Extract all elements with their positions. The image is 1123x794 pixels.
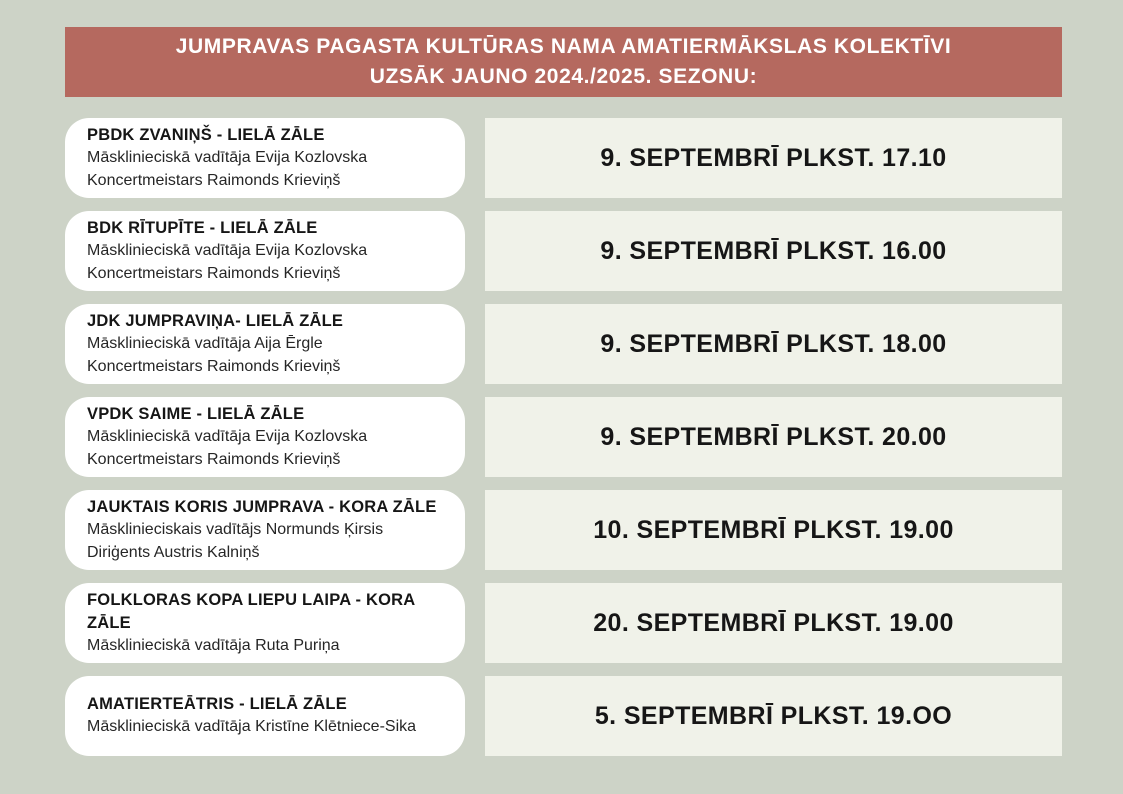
group-detail: Māsklinieciskā vadītāja Ruta Puriņa <box>87 636 340 654</box>
session-time-box <box>485 583 1062 663</box>
session-time-box <box>485 676 1062 756</box>
group-title: FOLKLORAS KOPA LIEPU LAIPA - KORA ZĀLE <box>87 590 415 632</box>
session-time-box <box>485 211 1062 291</box>
group-detail: Koncertmeistars Raimonds Krieviņš <box>87 357 341 375</box>
header-banner <box>65 27 1062 97</box>
group-card <box>65 211 465 291</box>
session-time-box <box>485 118 1062 198</box>
group-title: VPDK SAIME - LIELĀ ZĀLE <box>87 405 305 423</box>
group-detail: Koncertmeistars Raimonds Krieviņš <box>87 171 341 189</box>
group-card <box>65 304 465 384</box>
header-line-1: JUMPRAVAS PAGASTA KULTŪRAS NAMA AMATIERMĀKSLAS KOLEKTĪVI <box>175 35 952 58</box>
group-title: AMATIERTEĀTRIS - LIELĀ ZĀLE <box>87 695 347 714</box>
session-time: 5. SEPTEMBRĪ PLKST. 19.OO <box>594 701 953 730</box>
group-title: JAUKTAIS KORIS JUMPRAVA - KORA ZĀLE <box>87 498 437 516</box>
group-detail: Koncertmeistars Raimonds Krieviņš <box>87 264 341 282</box>
session-time: 9. SEPTEMBRĪ PLKST. 20.00 <box>600 422 947 451</box>
group-title: PBDK ZVANIŅŠ - LIELĀ ZĀLE <box>87 126 325 144</box>
group-title: BDK RĪTUPĪTE - LIELĀ ZĀLE <box>87 219 318 237</box>
group-detail: Diriģents Austris Kalniņš <box>87 543 260 561</box>
group-detail: Māsklinieciskā vadītāja Evija Kozlovska <box>87 428 368 445</box>
group-card <box>65 676 465 756</box>
group-card <box>65 583 465 663</box>
schedule-row <box>65 676 1062 756</box>
group-detail: Māsklinieciskā vadītāja Aija Ērgle <box>87 335 323 352</box>
session-time-box <box>485 304 1062 384</box>
session-time: 10. SEPTEMBRĪ PLKST. 19.00 <box>593 515 954 544</box>
group-detail: Māsklinieciskā vadītāja Evija Kozlovska <box>87 242 368 259</box>
group-card <box>65 118 465 198</box>
group-detail: Koncertmeistars Raimonds Krieviņš <box>87 450 341 468</box>
schedule-row <box>65 490 1062 570</box>
group-detail: Māsklinieciskā vadītāja Evija Kozlovska <box>87 149 368 166</box>
schedule-row <box>65 397 1062 477</box>
session-time: 9. SEPTEMBRĪ PLKST. 16.00 <box>600 236 947 265</box>
schedule-row <box>65 118 1062 198</box>
group-card <box>65 490 465 570</box>
group-title: JDK JUMPRAVIŅA- LIELĀ ZĀLE <box>87 312 344 330</box>
group-card <box>65 397 465 477</box>
session-time: 20. SEPTEMBRĪ PLKST. 19.00 <box>593 608 954 637</box>
session-time: 9. SEPTEMBRĪ PLKST. 17.10 <box>600 143 947 172</box>
header-line-2: UZSĀK JAUNO 2024./2025. SEZONU: <box>369 65 758 88</box>
schedule-row <box>65 583 1062 663</box>
schedule-row <box>65 211 1062 291</box>
session-time: 9. SEPTEMBRĪ PLKST. 18.00 <box>600 329 947 358</box>
schedule-row <box>65 304 1062 384</box>
session-time-box <box>485 490 1062 570</box>
group-detail: Māsklinieciskais vadītājs Normunds Ķirsis <box>87 521 384 538</box>
session-time-box <box>485 397 1062 477</box>
group-detail: Māsklinieciskā vadītāja Kristīne Klētniece-Sika <box>87 718 417 736</box>
